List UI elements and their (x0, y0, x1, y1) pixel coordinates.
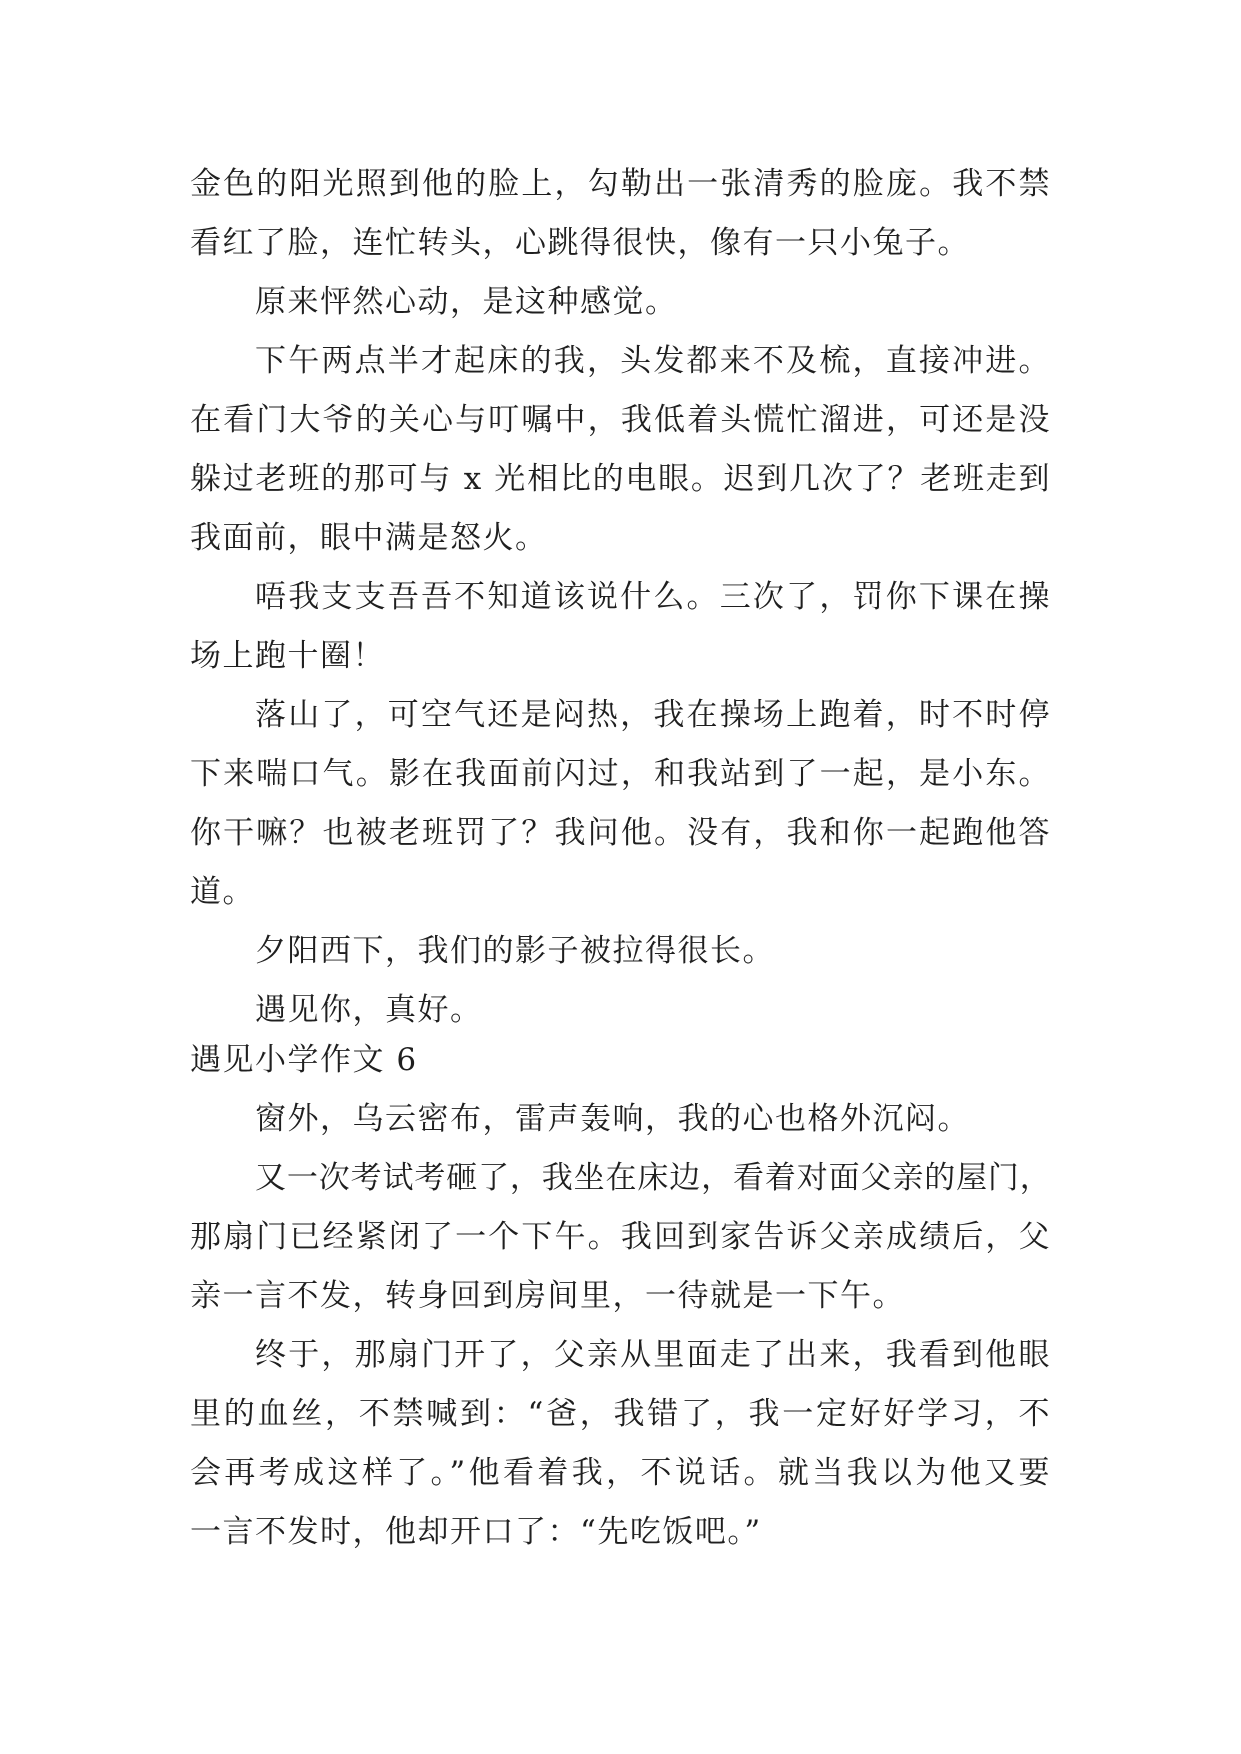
paragraph-line: 金色的阳光照到他的脸上，勾勒出一张清秀的脸庞。我不禁 (190, 166, 1051, 202)
paragraph-line: 我面前，眼中满是怒火。 (190, 520, 548, 556)
paragraph-line: 下来喘口气。影在我面前闪过，和我站到了一起，是小东。 (190, 756, 1051, 792)
paragraph-line: 里的血丝，不禁喊到：“爸，我错了，我一定好好学习，不 (190, 1396, 1051, 1432)
paragraph (190, 273, 1051, 332)
paragraph (190, 1149, 1051, 1326)
paragraph-line: 窗外，乌云密布，雷声轰响，我的心也格外沉闷。 (255, 1101, 970, 1137)
paragraph-line: 夕阳西下，我们的影子被拉得很长。 (255, 933, 775, 969)
paragraph-line: 在看门大爷的关心与叮嘱中，我低着头慌忙溜进，可还是没 (190, 402, 1051, 438)
paragraph-line: 道。 (190, 874, 255, 910)
paragraph (190, 922, 1051, 981)
paragraph (190, 1090, 1051, 1149)
paragraph-line: 唔我支支吾吾不知道该说什么。三次了，罚你下课在操 (255, 579, 1051, 615)
paragraph-line: 场上跑十圈！ (190, 638, 385, 674)
document-body (190, 155, 1051, 1562)
essay-heading: 遇见小学作文 6 (190, 1042, 418, 1078)
paragraph-line: 看红了脸，连忙转头，心跳得很快，像有一只小兔子。 (190, 225, 970, 261)
paragraph (190, 155, 1051, 273)
paragraph-line: 你干嘛？也被老班罚了？我问他。没有，我和你一起跑他答 (190, 815, 1051, 851)
paragraph (190, 1326, 1051, 1562)
paragraph-line: 会再考成这样了。”他看着我，不说话。就当我以为他又要 (190, 1455, 1051, 1491)
paragraph (190, 568, 1051, 686)
paragraph (190, 686, 1051, 922)
paragraph-line: 落山了，可空气还是闷热，我在操场上跑着，时不时停 (255, 697, 1051, 733)
paragraph-line: 终于，那扇门开了，父亲从里面走了出来，我看到他眼 (255, 1337, 1051, 1373)
paragraph-line: 亲一言不发，转身回到房间里，一待就是一下午。 (190, 1278, 905, 1314)
paragraph-line: 下午两点半才起床的我，头发都来不及梳，直接冲进。 (255, 343, 1051, 379)
paragraph-line: 一言不发时，他却开口了：“先吃饭吧。” (190, 1514, 762, 1550)
paragraph-line: 又一次考试考砸了，我坐在床边，看着对面父亲的屋门， (255, 1160, 1051, 1196)
paragraph (190, 332, 1051, 568)
paragraph-line: 那扇门已经紧闭了一个下午。我回到家告诉父亲成绩后，父 (190, 1219, 1051, 1255)
paragraph-line: 躲过老班的那可与 x 光相比的电眼。迟到几次了？老班走到 (190, 461, 1051, 497)
paragraph-line: 遇见你，真好。 (255, 992, 483, 1028)
paragraph-line: 原来怦然心动，是这种感觉。 (255, 284, 678, 320)
